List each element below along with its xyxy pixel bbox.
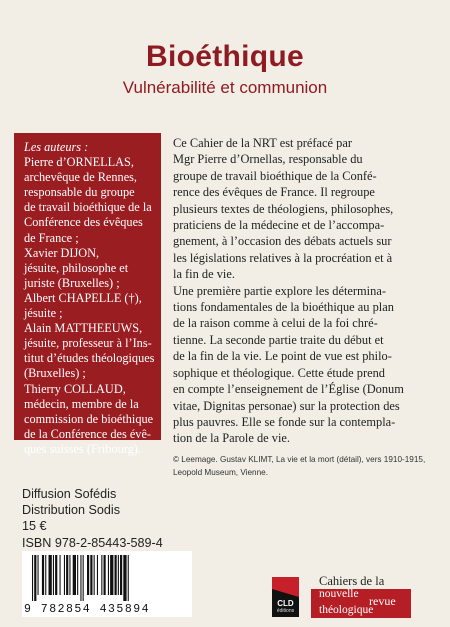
barcode-digits: 9 782854 435894 <box>24 603 151 616</box>
authors-line: médecin, membre de la <box>24 396 139 411</box>
book-title: Bioéthique <box>146 40 304 73</box>
description-line: la fin de vie. <box>173 267 235 282</box>
series-line-1: Cahiers de la <box>319 574 385 588</box>
description-line: tions fondamentales de la bioéthique au plan <box>173 300 394 315</box>
description-line: les législations relatives à la procréation et à <box>173 250 393 265</box>
distribution-line: Diffusion Sofédis <box>22 487 117 501</box>
authors-line: jésuite, professeur à l’Ins- <box>24 336 152 351</box>
authors-heading: Les auteurs : <box>24 140 89 154</box>
description-line: de la raison comme à celui de la foi chré- <box>173 316 378 331</box>
publisher-logo <box>272 577 299 617</box>
description-line: plusieurs textes de théologiens, philosophes, <box>173 201 394 216</box>
series-line-4: théologique <box>319 604 374 616</box>
authors-line: Thierry COLLAUD, <box>24 381 126 396</box>
authors-line: Conférence des évêques <box>24 215 143 230</box>
description-line: Une première partie explore les détermina- <box>173 283 386 298</box>
authors-line: jésuite ; <box>24 306 63 321</box>
credit-line: Leopold Museum, Vienne. <box>173 468 268 477</box>
authors-line: juriste (Bruxelles) ; <box>24 275 120 290</box>
authors-line: titut d’études théologiques <box>24 351 155 366</box>
isbn: ISBN 978-2-85443-589-4 <box>22 535 163 550</box>
barcode <box>22 551 192 617</box>
price: 15 € <box>22 519 47 534</box>
book-subtitle: Vulnérabilité et communion <box>122 78 328 97</box>
description-line: tienne. La seconde partie traite du début et <box>173 332 384 347</box>
description-line: plus pauvres. Elle se fonde sur la contempla- <box>173 414 396 429</box>
description-line: Mgr Pierre d’Ornellas, responsable du <box>173 152 363 167</box>
image-credit <box>173 453 445 479</box>
authors-line: jésuite, philosophe et <box>24 260 129 275</box>
authors-line: de la Conférence des évê- <box>24 426 151 441</box>
authors-line: commission de bioéthique <box>24 411 154 426</box>
authors-line: de France ; <box>24 230 79 245</box>
description-line: sophique et théologique. Cette étude prend <box>173 365 385 380</box>
description-line: groupe de travail bioéthique de la Confé- <box>173 168 377 183</box>
authors-line: ques suisses (Fribourg). <box>24 441 141 456</box>
authors-line: Albert CHAPELLE (†), <box>24 290 142 305</box>
description-line: tion de la Parole de vie. <box>173 431 290 446</box>
publisher-logo-name: CLD <box>277 599 294 608</box>
publisher-logo-sub: éditions <box>276 608 295 614</box>
authors-line: Xavier DIJON, <box>24 245 100 260</box>
description-text <box>173 135 443 447</box>
authors-line: responsable du groupe <box>24 185 135 200</box>
authors-line: Pierre d’ORNELLAS, <box>24 155 134 170</box>
authors-line: (Bruxelles) ; <box>24 366 86 381</box>
description-line: vitae, Dignitas personae) sur la protection des <box>173 398 400 413</box>
description-line: praticiens de la médecine et de l’accompa- <box>173 218 385 233</box>
description-line: de la fin de la vie. Le point de vue est philo- <box>173 349 392 364</box>
credit-line: © Leemage. Gustav KLIMT, La vie et la mort (détail), vers 1910-1915, <box>173 455 426 464</box>
authors-line: de travail bioéthique de la <box>24 200 152 215</box>
series-logo <box>311 574 446 618</box>
authors-line: Alain MATTHEEUWS, <box>24 321 143 336</box>
authors-box <box>14 133 161 456</box>
distribution-line: Distribution Sodis <box>22 503 120 518</box>
authors-line: archevêque de Rennes, <box>24 170 138 185</box>
description-line: rence des évêques de France. Il regroupe <box>173 185 375 200</box>
barcode-bars <box>32 555 184 601</box>
description-line: Ce Cahier de la NRT est préfacé par <box>173 136 352 150</box>
publication-info <box>22 486 222 551</box>
series-line-3: revue <box>369 594 396 608</box>
description-line: gnement, à l’occasion des débats actuels sur <box>173 234 392 249</box>
series-line-2: nouvelle <box>319 588 359 600</box>
description-line: en compte l’enseignement de l’Église (Donum <box>173 382 404 397</box>
